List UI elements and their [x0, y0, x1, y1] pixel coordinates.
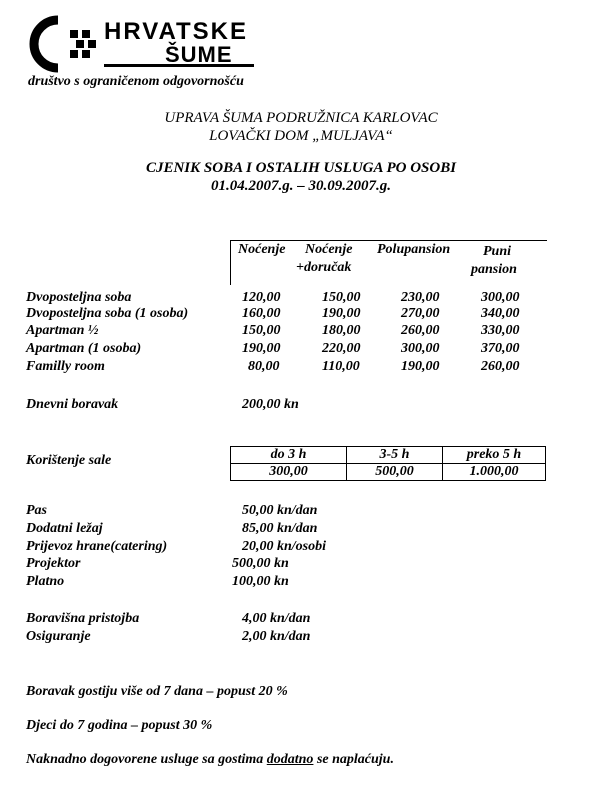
room-price: 230,00 [401, 290, 440, 305]
room-price: 180,00 [322, 323, 361, 338]
extra-label: Dodatni ležaj [26, 521, 103, 536]
hall-value-cell: 500,00 [347, 464, 443, 481]
col-header-2: Noćenje [305, 242, 353, 257]
room-price: 190,00 [242, 341, 281, 356]
hall-header-cell: preko 5 h [443, 447, 546, 464]
col-header-3: Polupansion [377, 242, 451, 257]
extra-value: 85,00 kn/dan [242, 521, 318, 536]
room-price: 300,00 [481, 290, 520, 305]
col-header-4b: pansion [471, 262, 517, 277]
header-line1: UPRAVA ŠUMA PODRUŽNICA KARLOVAC [164, 110, 438, 126]
logo-line2: ŠUME [165, 42, 233, 67]
room-price: 150,00 [322, 290, 361, 305]
hall-header-cell: 3-5 h [347, 447, 443, 464]
extra-services-note [26, 752, 394, 768]
room-price: 160,00 [242, 306, 281, 321]
extra-value: 100,00 kn [232, 574, 289, 589]
room-price: 370,00 [481, 341, 520, 356]
extra-value: 50,00 kn/dan [242, 503, 318, 518]
col-header-4: Puni [483, 244, 512, 259]
room-price: 260,00 [401, 323, 440, 338]
hall-header-row [231, 447, 546, 464]
room-price: 300,00 [401, 341, 440, 356]
room-price: 150,00 [242, 323, 281, 338]
room-label: Dvoposteljna soba (1 osoba) [26, 306, 189, 321]
room-price: 270,00 [401, 306, 440, 321]
col-header-2b: +doručak [296, 260, 352, 275]
hall-value-cell: 300,00 [231, 464, 347, 481]
period: 01.04.2007.g. – 30.09.2007.g. [211, 178, 391, 194]
extra-label: Projektor [26, 556, 81, 571]
tax-label: Osiguranje [26, 629, 91, 644]
tax-value: 2,00 kn/dan [242, 629, 311, 644]
extra-note-underlined: dodatno [266, 752, 314, 767]
logo-underline [104, 64, 254, 67]
room-price: 110,00 [322, 359, 360, 374]
extra-value: 500,00 kn [232, 556, 289, 571]
extra-note-post: se naplaćuju. [313, 752, 394, 767]
room-price: 80,00 [248, 359, 280, 374]
room-label: Dvoposteljna soba [26, 290, 132, 305]
page-title: CJENIK SOBA I OSTALIH USLUGA PO OSOBI [145, 160, 457, 176]
hall-label: Korištenje sale [26, 453, 112, 468]
day-stay-value: 200,00 kn [242, 397, 299, 412]
extra-label: Platno [26, 574, 65, 589]
extra-label: Prijevoz hrane(catering) [26, 539, 168, 554]
hall-value-row [231, 464, 546, 481]
hall-price-table [230, 446, 546, 481]
extra-label: Pas [26, 503, 47, 518]
room-price: 190,00 [322, 306, 361, 321]
tax-label: Boravišna pristojba [26, 611, 140, 626]
room-label: Apartman ½ [26, 323, 99, 338]
room-price: 260,00 [481, 359, 520, 374]
company-logo-emblem [28, 14, 108, 74]
long-stay-note: Boravak gostiju više od 7 dana – popust 20 % [26, 684, 288, 699]
room-price: 220,00 [322, 341, 361, 356]
room-price: 330,00 [481, 323, 520, 338]
hall-value-cell: 1.000,00 [443, 464, 546, 481]
extra-value: 20,00 kn/osobi [242, 539, 327, 554]
room-label: Familly room [26, 359, 105, 374]
children-note: Djeci do 7 godina – popust 30 % [26, 718, 213, 733]
room-price: 190,00 [401, 359, 440, 374]
logo-line1: HRVATSKE [104, 18, 249, 45]
company-type: društvo s ograničenom odgovornošću [28, 74, 244, 89]
room-price: 340,00 [481, 306, 520, 321]
tax-value: 4,00 kn/dan [242, 611, 311, 626]
day-stay-label: Dnevni boravak [26, 397, 119, 412]
col-header-1: Noćenje [238, 242, 286, 257]
room-price: 120,00 [242, 290, 281, 305]
header-line2: LOVAČKI DOM „MULJAVA“ [209, 128, 393, 144]
hall-header-cell: do 3 h [231, 447, 347, 464]
extra-note-pre: Naknadno dogovorene usluge sa gostima [26, 752, 267, 767]
room-label: Apartman (1 osoba) [26, 341, 142, 356]
